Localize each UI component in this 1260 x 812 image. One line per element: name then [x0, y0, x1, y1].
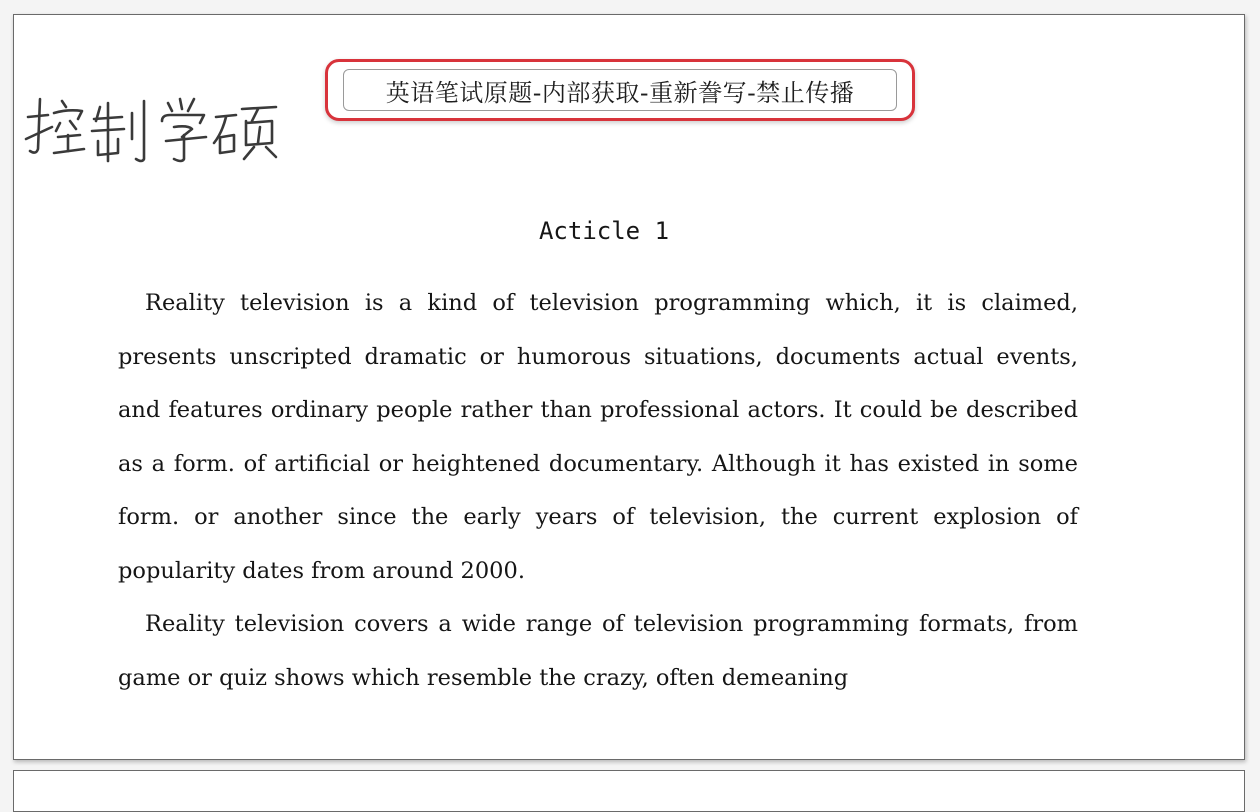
- stamp-text: 英语笔试原题-内部获取-重新誊写-禁止传播: [343, 69, 897, 111]
- paragraph-2: Reality television covers a wide range of television programming formats, from game or quiz shows which resemble the crazy, often demeaning: [118, 611, 1078, 691]
- document-page: [13, 14, 1245, 760]
- article-body: [118, 277, 1078, 705]
- paragraph-1: Reality television is a kind of television programming which, it is claimed, presents unscripted dramatic or humorous situations, documents actual events, and features ordinary people rather than professional actors. It could be described as a form. of artificial or heightened documentary. Although it has existed in some form. or another since the early years of television, the current explosion of popularity dates from around 2000.: [118, 290, 1078, 584]
- watermark-stamp: [325, 59, 915, 121]
- handwritten-signature: [18, 77, 280, 167]
- next-page-edge: [13, 770, 1245, 812]
- article-title: Acticle 1: [538, 217, 670, 245]
- handwriting-signature-image: [18, 77, 280, 167]
